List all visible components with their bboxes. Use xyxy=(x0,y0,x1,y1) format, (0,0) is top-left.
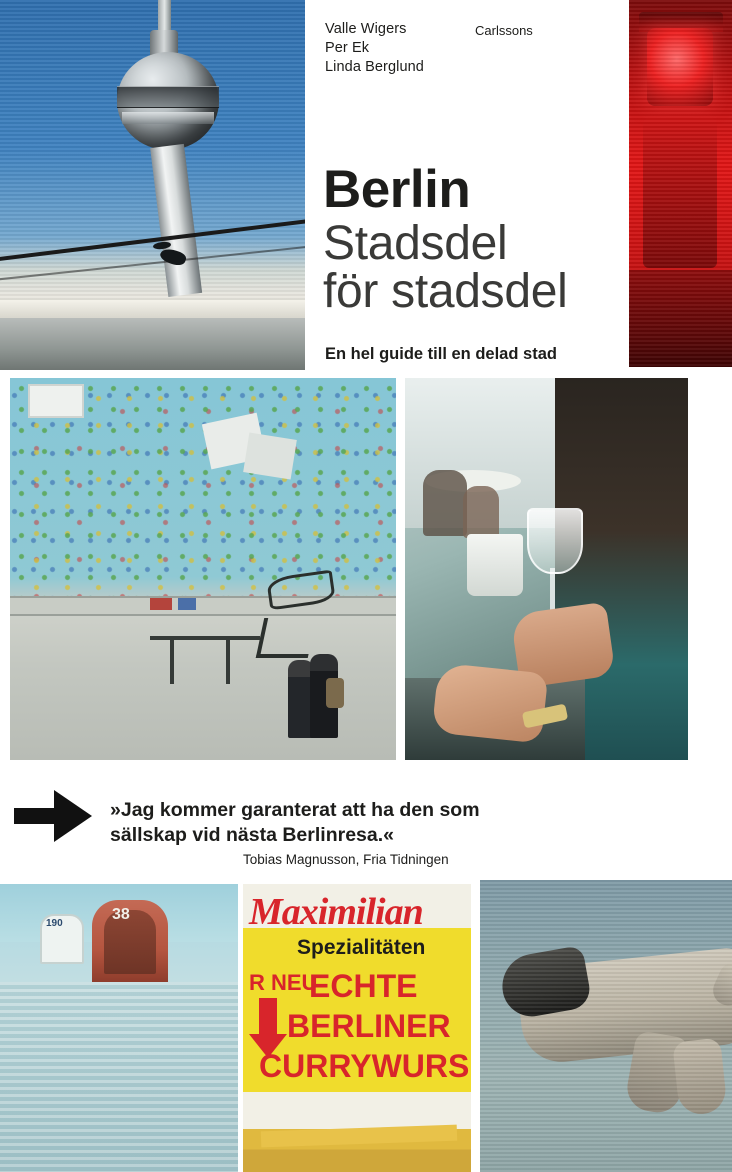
grid-gap xyxy=(396,378,405,760)
arrow-head xyxy=(54,790,92,842)
ground-band xyxy=(0,318,305,370)
quote-band xyxy=(0,768,732,880)
grid-gap xyxy=(688,378,732,760)
graffiti-tag xyxy=(256,618,317,658)
page-title: Berlin xyxy=(323,160,471,219)
cafe-wine-photo xyxy=(405,378,688,760)
review-source: Tobias Magnusson, Fria Tidningen xyxy=(243,852,449,867)
subtitle-line-1: Stadsdel xyxy=(323,217,508,270)
grid-gap xyxy=(0,370,732,378)
railing-post xyxy=(226,636,230,684)
background-figure xyxy=(423,470,467,536)
scanline-overlay xyxy=(629,0,732,367)
arrow-down-icon xyxy=(259,998,277,1034)
wall-white-box xyxy=(28,384,84,418)
grid-gap xyxy=(0,378,10,760)
background-figure xyxy=(463,486,499,538)
wine-glass xyxy=(527,508,583,574)
wall-horizontal-band xyxy=(10,596,396,616)
sign-berliner-text: BERLINER xyxy=(287,1008,451,1044)
beach-chair-number-190: 190 xyxy=(46,918,63,929)
hand xyxy=(432,662,549,743)
author-name: Linda Berglund xyxy=(325,59,424,75)
tagline: En hel guide till en delad stad xyxy=(325,345,557,363)
wall-band-accent-blue xyxy=(178,598,196,610)
backpack xyxy=(326,678,344,708)
author-name: Valle Wigers xyxy=(325,21,407,37)
railing xyxy=(150,636,260,640)
sign-currywurs-text: CURRYWURS xyxy=(259,1048,470,1084)
tower-sphere-band-lower xyxy=(122,112,214,124)
title-panel xyxy=(305,0,629,370)
currywurst-sign-photo xyxy=(243,884,471,1172)
railing-post xyxy=(170,636,174,684)
arrow-right-icon xyxy=(14,790,92,842)
tower-sphere-band xyxy=(117,86,219,108)
sign-spezialitaeten-text: Spezialitäten xyxy=(297,936,426,959)
berlin-tv-tower-photo xyxy=(0,0,305,370)
beach-chairs-photo xyxy=(0,884,238,1172)
wall-band-accent-red xyxy=(150,598,172,610)
sign-brand-text: Maximilian xyxy=(249,891,423,933)
subtitle-line-2: för stadsdel xyxy=(323,265,568,318)
review-quote: »Jag kommer garanterat att ha den som sällskap vid nästa Berlinresa.« xyxy=(110,799,480,846)
berlin-wall-photo xyxy=(10,378,396,760)
authors-list xyxy=(325,20,424,77)
author-name: Per Ek xyxy=(325,40,370,56)
mug xyxy=(467,534,523,596)
beach-chair-number-38: 38 xyxy=(112,906,130,923)
grid-gap xyxy=(471,884,480,1172)
horizon-band xyxy=(0,300,305,318)
publisher-name: Carlssons xyxy=(475,23,533,38)
sign-neu-text: R NEU xyxy=(249,970,318,995)
sign-echte-text: ECHTE xyxy=(309,968,418,1004)
top-band xyxy=(0,0,732,370)
water-surface xyxy=(0,982,238,1172)
red-traffic-light-photo xyxy=(629,0,732,367)
wall-torn-paper xyxy=(243,432,297,479)
